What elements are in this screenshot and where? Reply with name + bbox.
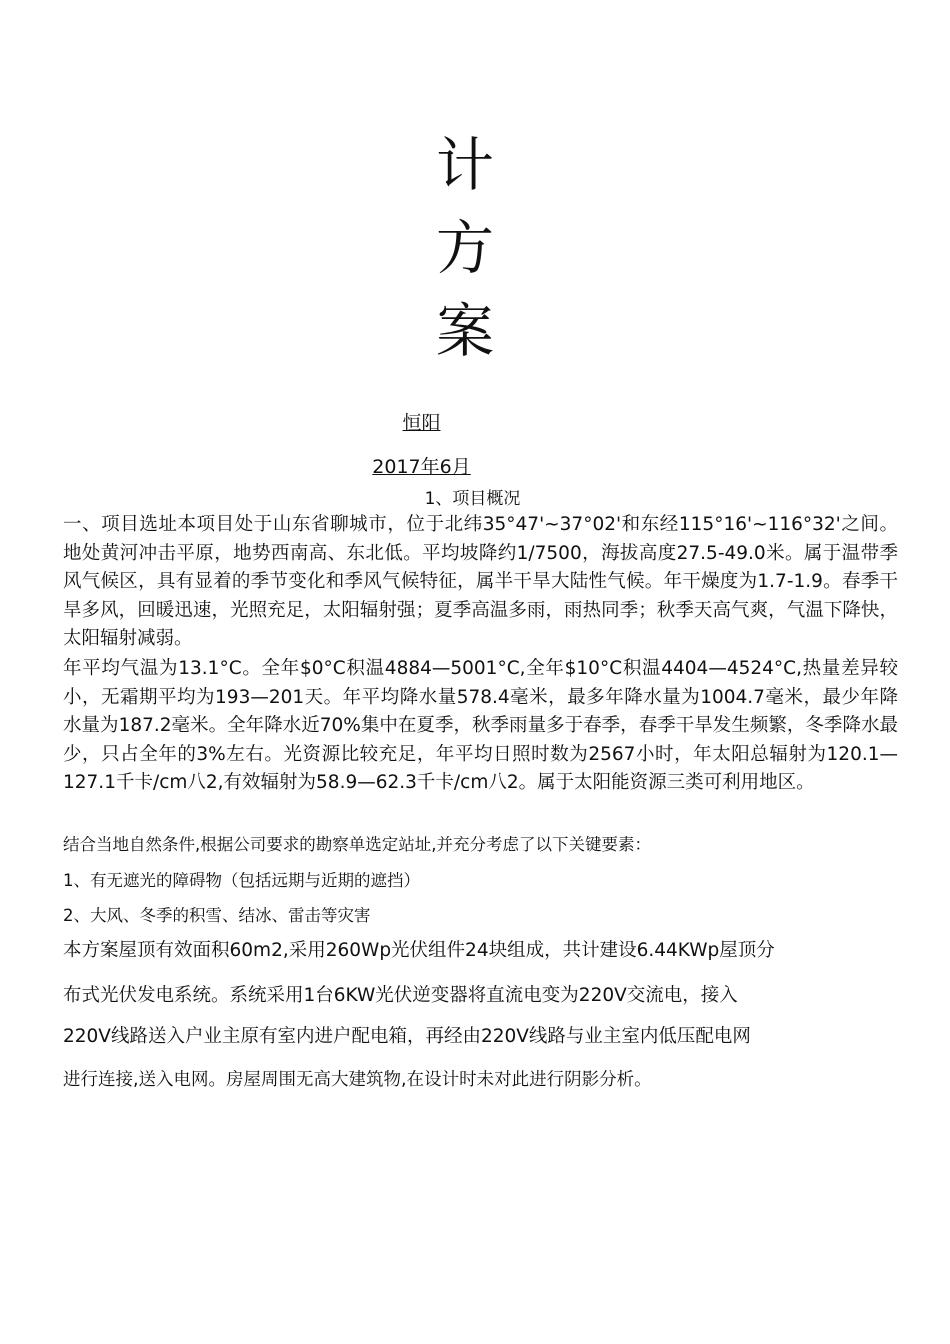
title-char-1: 计: [435, 131, 494, 199]
title-char-2: 方: [435, 214, 494, 282]
author: 恒阳: [402, 412, 441, 434]
paragraph-selection: 结合当地自然条件,根据公司要求的勘察单选定站址,并充分考虑了以下关键要素：: [63, 835, 651, 854]
system-line-4: 进行连接,送入电网。房屋周围无高大建筑物,在设计时未对此进行阴影分析。: [63, 1070, 652, 1090]
system-line-2: 布式光伏发电系统。系统采用1台6KW光伏逆变器将直流电变为220V交流电，接入: [63, 985, 738, 1006]
section-heading: 1、项目概况: [424, 489, 521, 509]
paragraph-climate: 年平均气温为13.1°C。全年$0°C积温4884—5001°C,全年$10°C积温4404—4524°C,热量差异较小，无霜期平均为193—201天。年平均降水量578.4毫米，最多年降水量为1004.7毫米，最少年降水量为187.2毫米。全年降水近70%集中在夏季，秋季雨量多于春季，春季干旱发生频繁，冬季降水最少，只占全年的3%左右。光资源比较充足，年平均日照时数为2567小时，年太阳总辐射为120.1—127.1千卡/cm八2,有效辐射为58.9—62.3千卡/cm八2。属于太阳能资源三类可利用地区。: [63, 658, 898, 793]
title-char-3: 案: [435, 297, 494, 365]
factor-item-1: 1、有无遮光的障碍物（包括远期与近期的遮挡）: [63, 871, 420, 890]
system-line-1: 本方案屋顶有效面积60m2,采用260Wp光伏组件24块组成，共计建设6.44KWp屋顶分: [63, 940, 775, 961]
date: 2017年6月: [372, 456, 471, 478]
factor-item-2: 2、大风、冬季的积雪、结冰、雷击等灾害: [63, 906, 371, 925]
paragraph-site: 一、项目选址本项目处于山东省聊城市，位于北纬35°47'~37°02'和东经115°16'~116°32'之间。地处黄河冲击平原，地势西南高、东北低。平均坡降约1/7500，海拔高度27.5-49.0米。属于温带季风气候区，具有显着的季节变化和季风气候特征，属半干旱大陆性气候。年干燥度为1.7-1.9。春季干旱多风，回暖迅速，光照充足，太阳辐射强；夏季高温多雨，雨热同季；秋季天高气爽，气温下降快，太阳辐射减弱。: [63, 514, 898, 649]
system-line-3: 220V线路送入户业主原有室内进户配电箱，再经由220V线路与业主室内低压配电网: [63, 1026, 751, 1047]
